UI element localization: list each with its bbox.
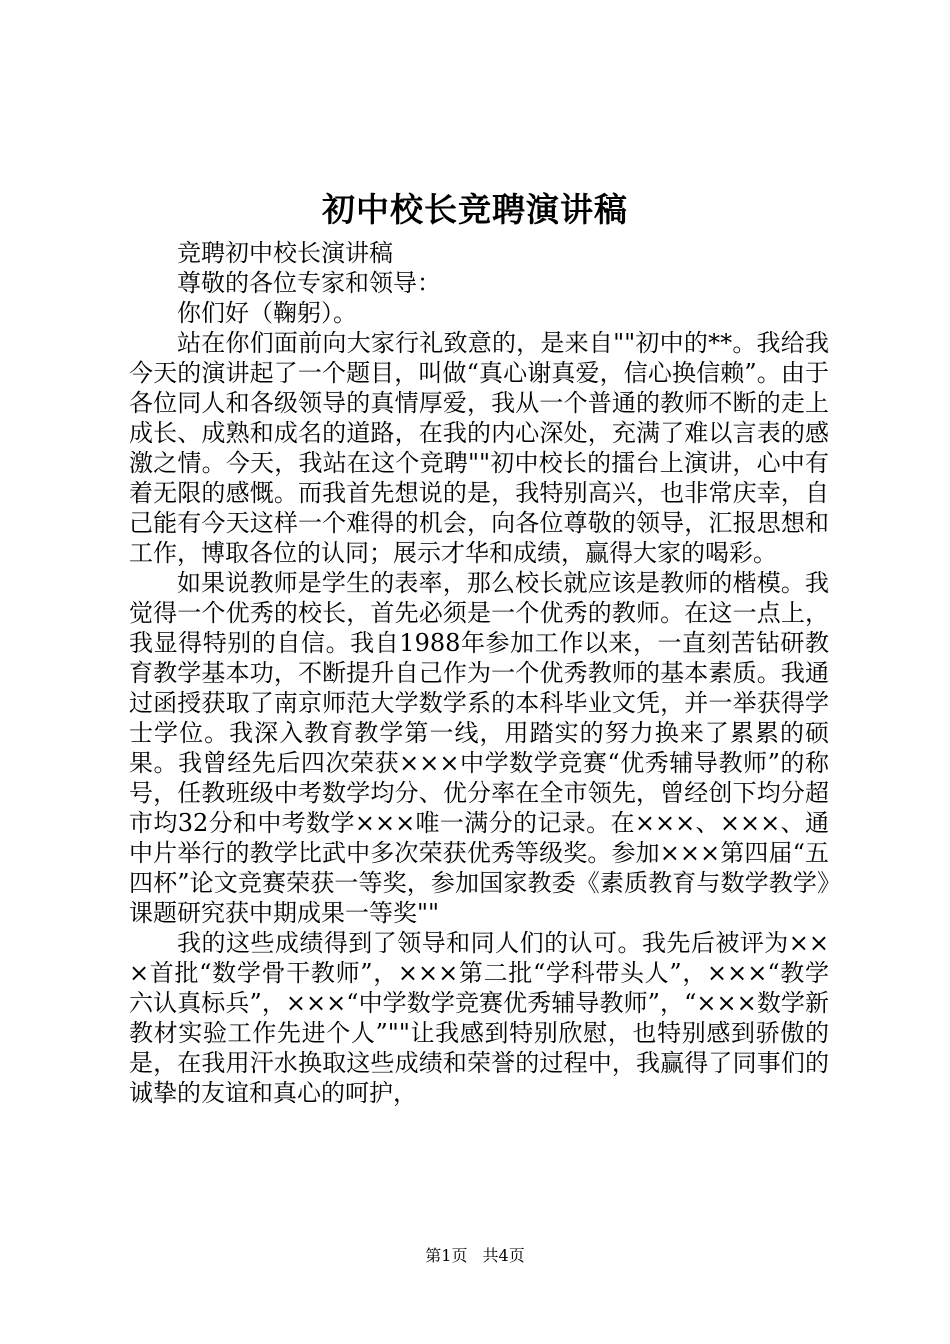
paragraph-qualifications: 如果说教师是学生的表率，那么校长就应该是教师的楷模。我觉得一个优秀的校长，首先必须是一个优秀的教师。在这一点上，我显得特别的自信。我自1988年参加工作以来，一直刻苦钻研教育教学基本功，不断提升自己作为一个优秀教师的基本素质。我通过函授获取了南京师范大学数学系的本科毕业文凭，并一举获得学士学位。我深入教育教学第一线，用踏实的努力换来了累累的硕果。我曾经先后四次荣获×××中学数学竞赛“优秀辅导教师”的称号，任教班级中考数学均分、优分率在全市领先，曾经创下均分超市均32分和中考数学×××唯一满分的记录。在×××、×××、通中片举行的教学比武中多次荣获优秀等级奖。参加×××第四届“五四杯”论文竞赛荣获一等奖，参加国家教委《素质教育与数学教学》课题研究获中期成果一等奖"" — [129, 569, 829, 927]
paragraph-salutation: 尊敬的各位专家和领导： — [177, 269, 441, 297]
page-footer — [0, 1244, 950, 1268]
paragraph-introduction: 站在你们面前向大家行礼致意的，是来自""初中的**。我给我今天的演讲起了一个题目，叫做“真心谢真爱，信心换信赖”。由于各位同人和各级领导的真情厚爱，我从一个普通的教师不断的走上成长、成熟和成名的道路，在我的内心深处，充满了难以言表的感激之情。今天，我站在这个竞聘""初中校长的擂台上演讲，心中有着无限的感慨。而我首先想说的是，我特别高兴，也非常庆幸，自己能有今天这样一个难得的机会，向各位尊敬的领导，汇报思想和工作，博取各位的认同；展示才华和成绩，赢得大家的喝彩。 — [129, 329, 829, 567]
paragraph-recognition: 我的这些成绩得到了领导和同人们的认可。我先后被评为×××首批“数学骨干教师”，×××第二批“学科带头人”，×××“教学六认真标兵”，×××“中学数学竞赛优秀辅导教师”，“×××数学新教材实验工作先进个人”""让我感到特别欣慰，也特别感到骄傲的是，在我用汗水换取这些成绩和荣誉的过程中，我赢得了同事们的诚挚的友谊和真心的呵护， — [129, 929, 829, 1107]
paragraph-greeting: 你们好（鞠躬）。 — [177, 299, 357, 327]
document-body — [129, 238, 829, 1108]
document-title: 初中校长竞聘演讲稿 — [322, 190, 628, 229]
page-total: 共4页 — [482, 1246, 525, 1265]
paragraph-subtitle: 竞聘初中校长演讲稿 — [177, 239, 393, 267]
page-number: 第1页 — [425, 1246, 468, 1265]
